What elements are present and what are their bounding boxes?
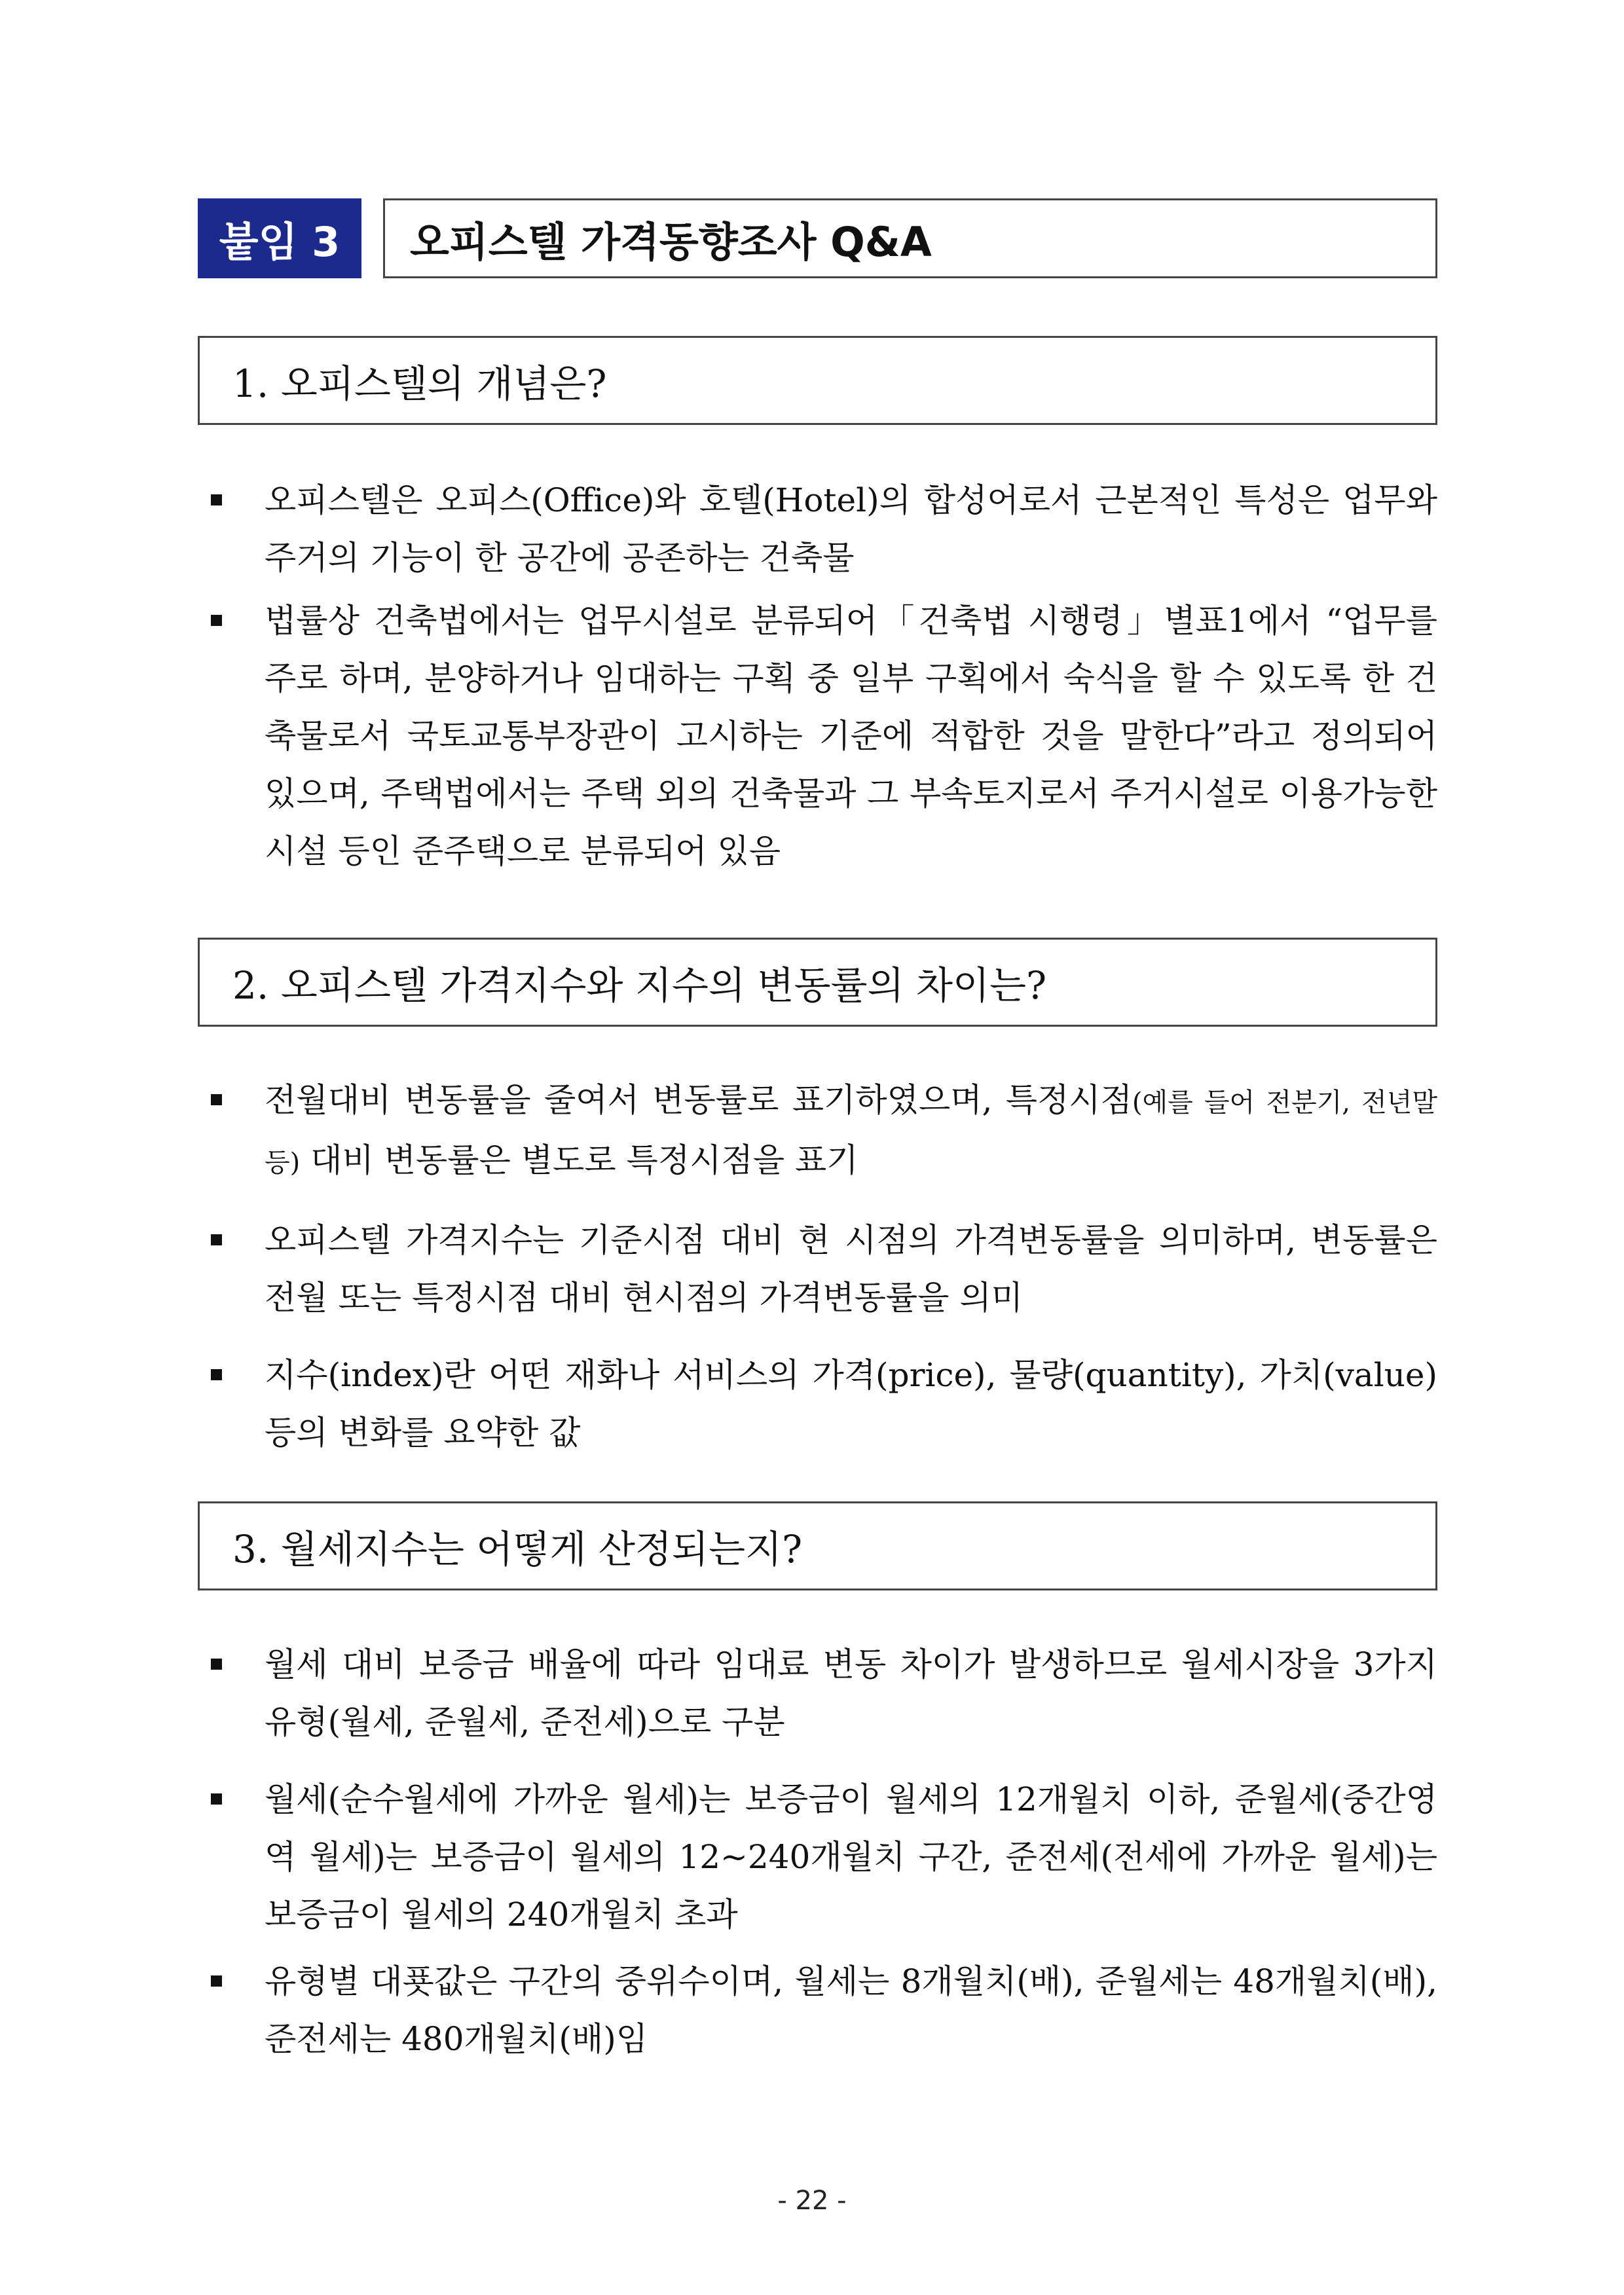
list-item bbox=[198, 1211, 1437, 1327]
bullet-text: 월세 대비 보증금 배율에 따라 임대료 변동 차이가 발생하므로 월세시장을 3가지 유형(월세, 준월세, 준전세)으로 구분 bbox=[265, 1645, 1437, 1741]
list-item bbox=[198, 1771, 1437, 1943]
attachment-badge: 붙임 3 bbox=[198, 198, 361, 278]
square-bullet-icon bbox=[211, 615, 222, 626]
section-2-bullets bbox=[198, 1071, 1437, 1461]
bullet-text: 전월대비 변동률을 줄여서 변동률로 표기하였으며, 특정시점 bbox=[265, 1081, 1132, 1119]
bullet-text: 지수(index)란 어떤 재화나 서비스의 가격(price), 물량(quantity), 가치(value) 등의 변화를 요약한 값 bbox=[265, 1356, 1437, 1452]
bullet-text: 유형별 대푯값은 구간의 중위수이며, 월세는 8개월치(배), 준월세는 48개월치(배), 준전세는 480개월치(배)임 bbox=[265, 1962, 1437, 2058]
square-bullet-icon bbox=[211, 1793, 222, 1805]
bullet-note: (예를 들어 전분기, 전년말 등) bbox=[265, 1088, 1437, 1178]
list-item bbox=[198, 1636, 1437, 1751]
page-number: - 22 - bbox=[777, 2186, 847, 2216]
square-bullet-icon bbox=[211, 494, 222, 505]
section-1-bullets bbox=[198, 471, 1437, 880]
square-bullet-icon bbox=[211, 1369, 222, 1380]
list-item bbox=[198, 1071, 1437, 1192]
section-2-heading: 2. 오피스텔 가격지수와 지수의 변동률의 차이는? bbox=[198, 938, 1437, 1027]
section-3-heading: 3. 월세지수는 어떻게 산정되는지? bbox=[198, 1501, 1437, 1590]
bullet-text: 오피스텔 가격지수는 기준시점 대비 현 시점의 가격변동률을 의미하며, 변동률은 전월 또는 특정시점 대비 현시점의 가격변동률을 의미 bbox=[265, 1221, 1437, 1317]
list-item bbox=[198, 592, 1437, 880]
section-1-heading: 1. 오피스텔의 개념은? bbox=[198, 336, 1437, 425]
page-title: 오피스텔 가격동향조사 Q&A bbox=[383, 198, 1437, 278]
square-bullet-icon bbox=[211, 1975, 222, 1987]
bullet-text: 법률상 건축법에서는 업무시설로 분류되어「건축법 시행령」별표1에서 “업무를 주로 하며, 분양하거나 임대하는 구획 중 일부 구획에서 숙식을 할 수 있도록 한 건축물로서 국토교통부장관이 고시하는 기준에 적합한 것을 말한다”라고 정의되어 있으며, 주택법에서는 주택 외의 건축물과 그 부속토지로서 주거시설로 이용가능한 시설 등인 준주택으로 분류되어 있음 bbox=[265, 602, 1437, 870]
list-item bbox=[198, 1346, 1437, 1461]
section-3-bullets bbox=[198, 1636, 1437, 2068]
square-bullet-icon bbox=[211, 1659, 222, 1670]
list-item bbox=[198, 471, 1437, 587]
list-item bbox=[198, 1953, 1437, 2068]
square-bullet-icon bbox=[211, 1094, 222, 1105]
bullet-text: 오피스텔은 오피스(Office)와 호텔(Hotel)의 합성어로서 근본적인 특성은 업무와 주거의 기능이 한 공간에 공존하는 건축물 bbox=[265, 481, 1437, 577]
bullet-text: 대비 변동률은 별도로 특정시점을 표기 bbox=[300, 1141, 858, 1179]
bullet-text: 월세(순수월세에 가까운 월세)는 보증금이 월세의 12개월치 이하, 준월세(중간영역 월세)는 보증금이 월세의 12~240개월치 구간, 준전세(전세에 가까운 월세)는 보증금이 월세의 240개월치 초과 bbox=[265, 1780, 1437, 1934]
square-bullet-icon bbox=[211, 1234, 222, 1245]
